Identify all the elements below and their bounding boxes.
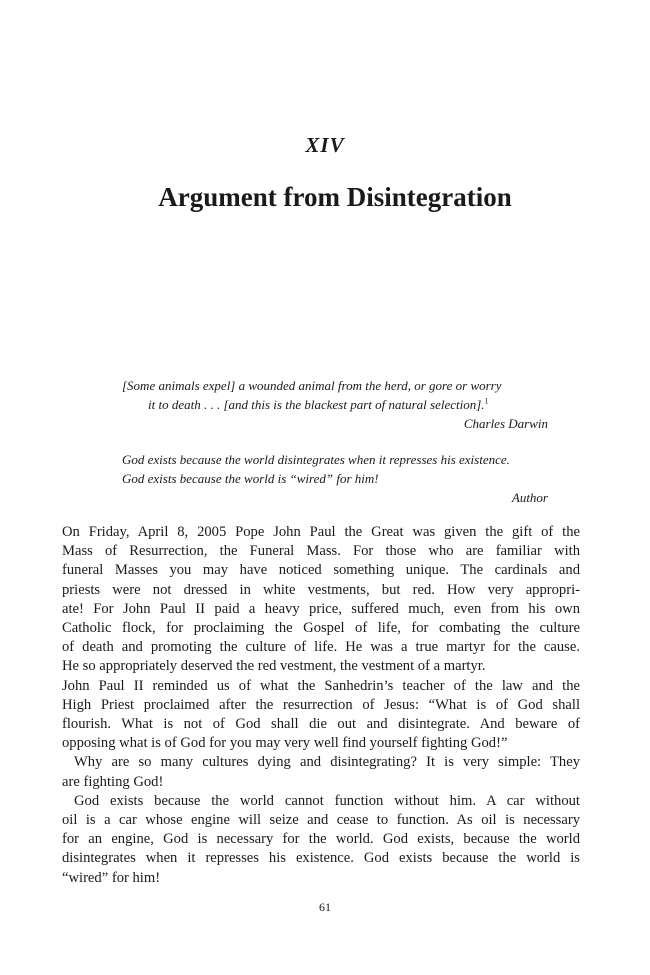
paragraph: ate! For John Paul II paid a heavy price, suffered much, even from his own [62, 600, 580, 617]
paragraph: John Paul II reminded us of what the Sanhedrin’s teacher of the law and the [62, 677, 580, 694]
paragraph: are fighting God! [62, 773, 164, 790]
chapter-title: Argument from Disintegration [158, 182, 512, 212]
paragraph: funeral Masses you may have noticed something unique. The cardinals and [62, 562, 580, 579]
body-text [62, 523, 580, 888]
paragraph: Why are so many cultures dying and disintegrating? It is very simple: They [74, 754, 580, 771]
paragraph: Mass of Resurrection, the Funeral Mass. For those who are familiar with [62, 543, 580, 560]
paragraph: of death and promoting the culture of life. He was a true martyr for the cause. [62, 639, 580, 656]
epigraph-author: Author [511, 490, 548, 505]
paragraph: High Priest proclaimed after the resurrection of Jesus: “What is of God shall [62, 696, 580, 713]
epigraph-line: God exists because the world is “wired” for him! [122, 471, 379, 486]
paragraph: disintegrates when it represses his existence. God exists because the world is [62, 850, 580, 867]
paragraph: for an engine, God is necessary for the world. God exists, because the world [62, 831, 580, 848]
page-number: 61 [319, 900, 331, 914]
epigraph-darwin [122, 376, 548, 433]
paragraph: He so appropriately deserved the red vestment, the vestment of a martyr. [62, 658, 486, 675]
epigraph-author: Charles Darwin [463, 416, 548, 431]
chapter-number: XIV [305, 133, 345, 157]
epigraph-line: [Some animals expel] a wounded animal from the herd, or gore or worry [122, 378, 502, 393]
paragraph: On Friday, April 8, 2005 Pope John Paul the Great was given the gift of the [62, 524, 580, 540]
epigraph-line: God exists because the world disintegrates when it represses his existence. [122, 452, 510, 467]
paragraph: God exists because the world cannot function without him. A car without [74, 792, 580, 809]
footnote-marker: 1 [484, 396, 489, 406]
paragraph: “wired” for him! [62, 869, 161, 886]
paragraph: Catholic flock, for proclaiming the Gospel of life, for combating the culture [62, 620, 580, 637]
paragraph: priests were not dressed in white vestments, but red. How very appropri- [62, 581, 580, 598]
paragraph: opposing what is of God for you may very well find yourself fighting God!” [62, 735, 508, 752]
epigraph-author-quote [122, 450, 548, 507]
epigraph-line-with-note [122, 395, 548, 414]
paragraph: oil is a car whose engine will seize and cease to function. As oil is necessary [62, 812, 580, 829]
epigraph-line: it to death . . . [and this is the blackest part of natural selection]. [148, 397, 485, 412]
paragraph: flourish. What is not of God shall die out and disintegrate. And beware of [62, 716, 580, 733]
